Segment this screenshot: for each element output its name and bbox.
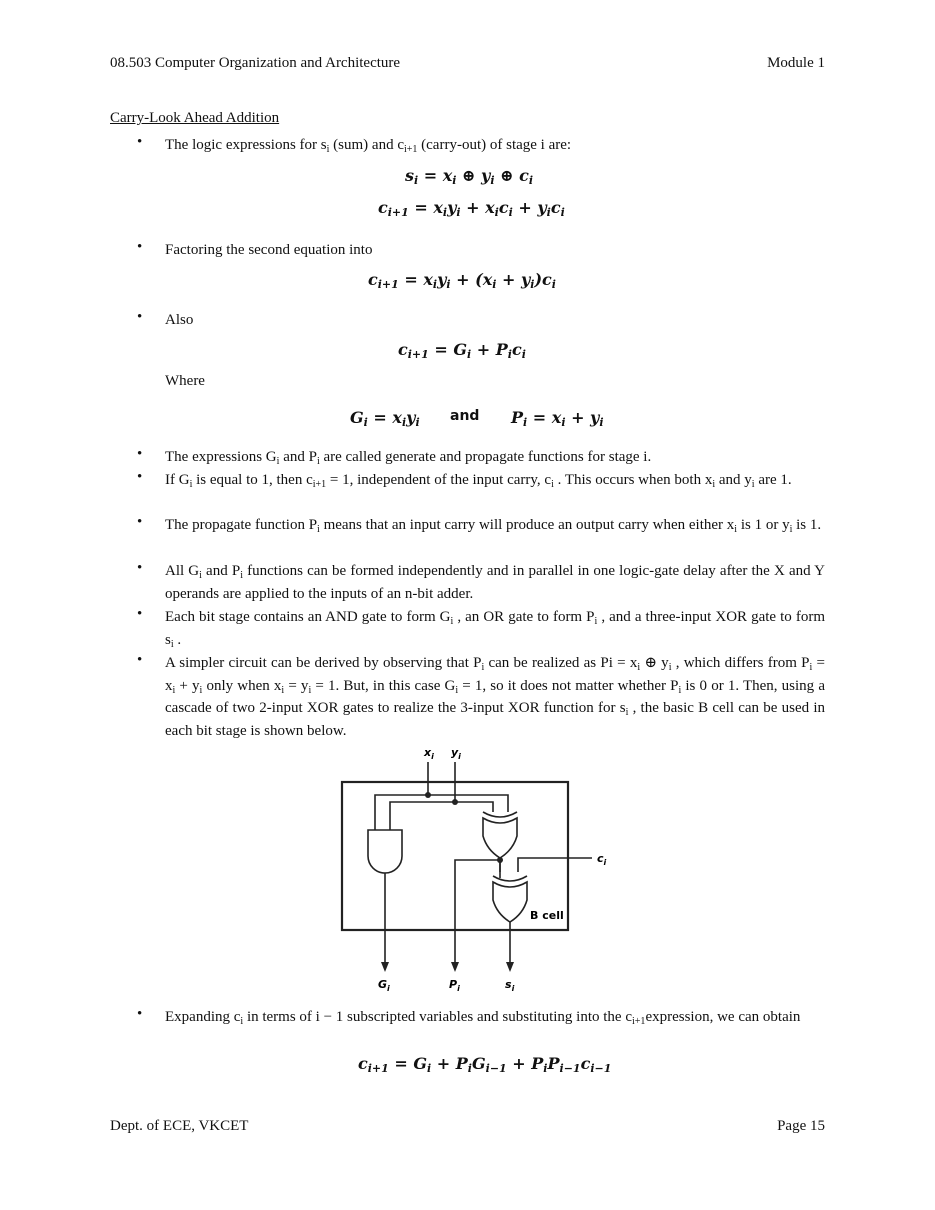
bullet-marker: • [137,446,143,462]
bullet-marker: • [137,1006,143,1022]
bullet-marker: • [137,134,143,150]
wire-y-bus [390,802,493,830]
footer-dept: Dept. of ECE, VKCET [110,1118,249,1134]
bullet-marker: • [137,652,143,668]
bullet-text-generate-condition: If $G_i$ is equal to 1, then $c_{i+1} = 1$, independent of the input carry, $c_i$ . This occurs when both $x_i$ and $y_i$ are 1. [165,472,792,490]
header-module: Module 1 [767,55,825,71]
bullet-marker: • [137,469,143,485]
bullet-text-parallel: All $G_i$ and $P_i$ functions can be formed independently and in parallel in one logic-gate delay after the X and Y operands are applied to the inputs of an n-bit adder. [165,563,826,602]
arrow-s [506,962,514,972]
footer-page-number: Page 15 [777,1118,825,1134]
label-g: $G_i$ [378,978,390,993]
bullet-text-factoring: Factoring the second equation into [165,242,373,258]
bullet-marker: • [137,560,143,576]
section-title: Carry-Look Ahead Addition [110,110,280,126]
equation-sum: $s_i = x_i$ ⊕ $y_i$ ⊕ $c_i$ [405,166,533,187]
bullet-text-simpler-circuit: A simpler circuit can be derived by observing that $P_i$ can be realized as $Pi = x_i$ ⊕ $y_i$ , which differs from $P_i = x_i + y_i$ only when $x_i = y_i = 1$. But, in this case $G_i = 1$, so it does not matter whether $P_i$ is 0 or 1. Then, using a cascade of two 2-input XOR gates to realize the 3-input XOR function for $s_i$ , the basic B cell can be used in each bit stage is shown below. [165,655,825,739]
equation-carry-gp: $c_{i+1} = G_i + P_ic_i$ [398,340,526,361]
equation-generate: $G_i = x_iy_i$ [350,408,420,429]
arrow-g [381,962,389,972]
equation-propagate: $P_i = x_i + y_i$ [511,408,604,429]
label-y: $y_i$ [451,746,461,761]
header-course: 08.503 Computer Organization and Architecture [110,55,401,71]
bullet-marker: • [137,309,143,325]
bullet-text-propagate-meaning: The propagate function $P_i$ means that an input carry will produce an output carry when either $x_i$ is 1 or $y_i$ is 1. [165,517,822,535]
xor-gate-1-arc [483,812,517,817]
equation-expanded-carry: $c_{i+1} = G_i + P_iG_{i-1} + P_iP_{i-1}c_{i-1}$ [358,1054,612,1075]
bullet-marker: • [137,239,143,255]
bullet-text-bit-stage: Each bit stage contains an AND gate to form $G_i$ , an OR gate to form $P_i$ , and a three-input XOR gate to form $s_i$ . [165,609,825,650]
junction-dot-p [497,857,503,863]
junction-dot-x [425,792,431,798]
bullet-text-expanding: Expanding $c_i$ in terms of i − 1 subscripted variables and substituting into the $c_{i+1}expression$, we can obtain [165,1009,801,1027]
xor-gate-2-arc [493,876,527,881]
bullet-text-also: Also [165,312,194,328]
bullet-text-gp-definition: The expressions $G_i$ and $P_i$ are called generate and propagate functions for stage i. [165,449,652,467]
equation-carry: $c_{i+1} = x_iy_i + x_ic_i + y_ic_i$ [378,198,565,219]
label-p: $P_i$ [449,978,460,993]
bullet-text-logic-expressions: The logic expressions for $s_i$ (sum) and $c_{i+1}$ (carry-out) of stage i are: [165,137,572,155]
wire-x-bus [375,795,508,830]
junction-dot-y [452,799,458,805]
and-gate [368,830,402,873]
label-s: $s_i$ [505,978,515,993]
equation-and-word: and [450,408,480,424]
wire-ci [518,858,592,872]
equation-factored-carry: $c_{i+1} = x_iy_i + (x_i + y_i)c_i$ [368,270,556,291]
where-label: Where [165,373,205,389]
label-b-cell: B cell [530,909,564,922]
label-x: $x_i$ [424,746,434,761]
label-ci: $c_i$ [597,852,607,867]
bullet-marker: • [137,606,143,622]
xor-gate-2 [493,882,527,922]
arrow-p [451,962,459,972]
b-cell-diagram [330,740,620,1000]
bullet-marker: • [137,514,143,530]
xor-gate-1 [483,818,517,858]
